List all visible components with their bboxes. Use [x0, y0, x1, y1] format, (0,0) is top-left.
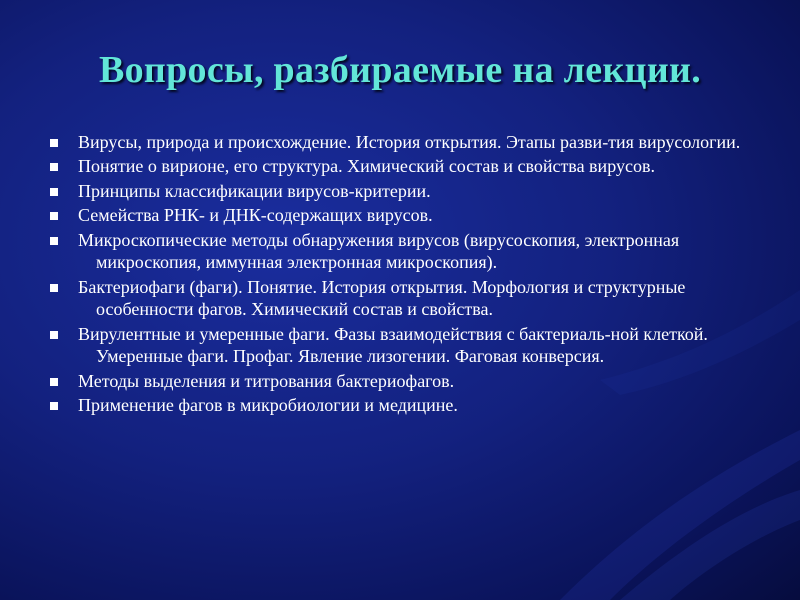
list-item: [48, 276, 748, 321]
square-bullet-icon: [50, 188, 58, 196]
square-bullet-icon: [50, 163, 58, 171]
list-item: [48, 394, 748, 417]
bullet-text: Вирусы, природа и происхождение. История открытия. Этапы разви-тия вирусологии.: [78, 132, 741, 152]
bullet-text: Микроскопические методы обнаружения вирусов (вирусоскопия, электронная микроскопия, иммунная электронная микроскопия).: [78, 229, 680, 273]
square-bullet-icon: [50, 378, 58, 386]
list-item: [48, 131, 748, 154]
list-item: [48, 370, 748, 393]
square-bullet-icon: [50, 237, 58, 245]
square-bullet-icon: [50, 139, 58, 147]
bullet-text: Применение фагов в микробиологии и медицине.: [78, 394, 458, 415]
square-bullet-icon: [50, 331, 58, 339]
list-item: [48, 323, 748, 368]
bullet-text: Бактериофаги (фаги). Понятие. История открытия. Морфология и структурные особенности фагов. Химический состав и свойства.: [78, 276, 686, 320]
list-item: [48, 180, 748, 203]
bullet-text: Понятие о вирионе, его структура. Химический состав и свойства вирусов.: [78, 156, 655, 177]
list-item: [48, 155, 748, 178]
list-item: [48, 204, 748, 227]
bullet-text: Вирулентные и умеренные фаги. Фазы взаимодействия с бактериаль-ной клеткой. Умеренные фаги. Профаг. Явление лизогении. Фаговая конверсия.: [78, 323, 708, 367]
bullet-text: Методы выделения и титрования бактериофагов.: [78, 370, 455, 391]
bullet-text: Принципы классификации вирусов-критерии.: [78, 180, 431, 201]
bullet-text: Семейства РНК- и ДНК-содержащих вирусов.: [78, 205, 433, 226]
square-bullet-icon: [50, 284, 58, 292]
list-item: [48, 229, 748, 274]
slide-title: Вопросы, разбираемые на лекции.: [98, 49, 702, 91]
bullet-list: [48, 131, 748, 418]
square-bullet-icon: [50, 212, 58, 220]
square-bullet-icon: [50, 402, 58, 410]
